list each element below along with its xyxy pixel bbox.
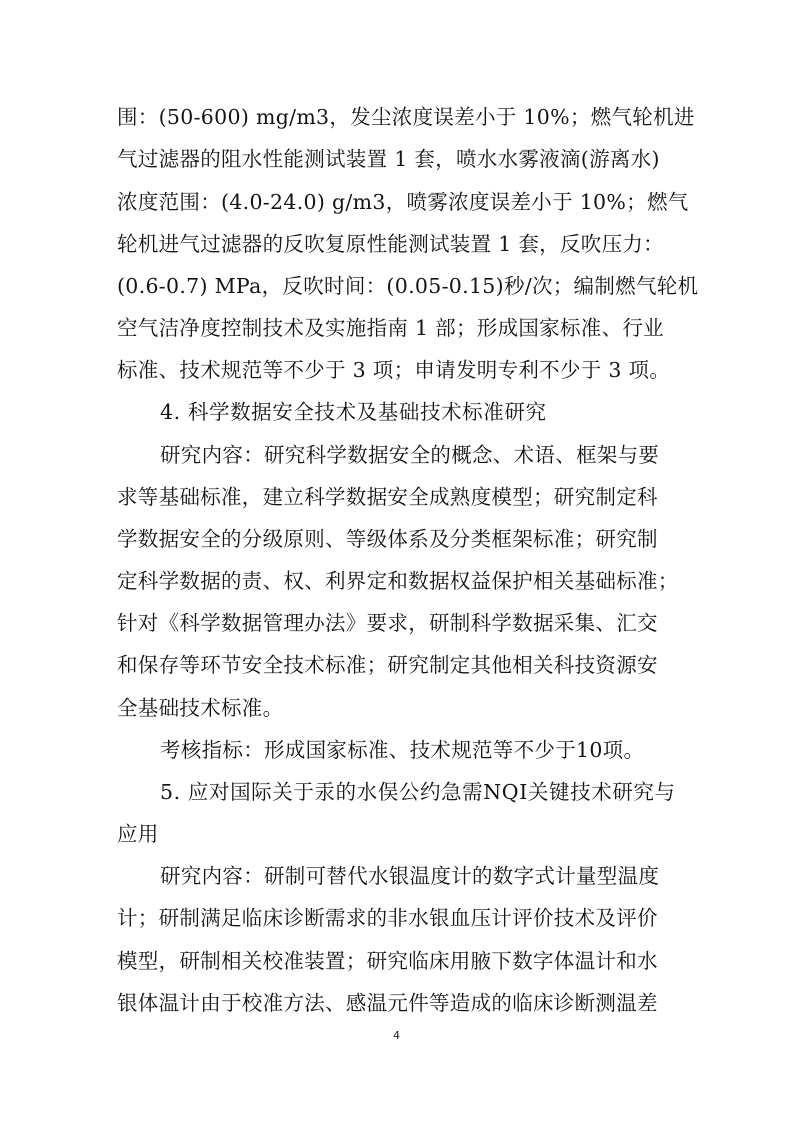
body-text-line: 标准、技术规范等不少于 3 项；申请发明专利不少于 3 项。 xyxy=(117,358,671,382)
body-text-line: 求等基础标准，建立科学数据安全成熟度模型；研究制定科 xyxy=(117,485,658,509)
body-text-line: 定科学数据的责、权、利界定和数据权益保护相关基础标准； xyxy=(117,569,679,593)
body-text-line: 浓度范围：(4.0-24.0) g/m3，喷雾浓度误差小于 10%；燃气 xyxy=(117,190,689,214)
section-heading-5-continued: 应用 xyxy=(117,822,159,846)
body-text-line: 全基础技术标准。 xyxy=(117,696,284,720)
assessment-indicator-line: 考核指标：形成国家标准、技术规范等不少于10项。 xyxy=(160,738,645,762)
section-heading-5: 5. 应对国际关于汞的水俣公约急需NQI关键技术研究与 xyxy=(160,780,676,804)
body-text-line: 学数据安全的分级原则、等级体系及分类框架标准；研究制 xyxy=(117,527,658,551)
body-text-line: 模型，研制相关校准装置；研究临床用腋下数字体温计和水 xyxy=(117,949,658,973)
research-content-paragraph-line: 研究内容：研制可替代水银温度计的数字式计量型温度 xyxy=(160,864,660,888)
research-content-paragraph-line: 研究内容：研究科学数据安全的概念、术语、框架与要 xyxy=(160,443,660,467)
body-text-line: 气过滤器的阻水性能测试装置 1 套，喷水水雾液滴(游离水) xyxy=(117,147,660,171)
page-number: 4 xyxy=(393,1029,400,1042)
body-text-line: (0.6-0.7) MPa，反吹时间：(0.05-0.15)秒/次；编制燃气轮机 xyxy=(117,274,699,298)
body-text-line: 围：(50-600) mg/m3，发尘浓度误差小于 10%；燃气轮机进 xyxy=(117,105,695,129)
body-text-line: 银体温计由于校准方法、感温元件等造成的临床诊断测温差 xyxy=(117,991,658,1015)
body-text-line: 空气洁净度控制技术及实施指南 1 部；形成国家标准、行业 xyxy=(117,316,664,340)
body-text-line: 计；研制满足临床诊断需求的非水银血压计评价技术及评价 xyxy=(117,906,658,930)
body-text-line: 和保存等环节安全技术标准；研究制定其他相关科技资源安 xyxy=(117,653,658,677)
body-text-line: 针对《科学数据管理办法》要求，研制科学数据采集、汇交 xyxy=(117,611,658,635)
body-text-line: 轮机进气过滤器的反吹复原性能测试装置 1 套，反吹压力： xyxy=(117,232,664,256)
section-heading-4: 4. 科学数据安全技术及基础技术标准研究 xyxy=(160,400,547,424)
